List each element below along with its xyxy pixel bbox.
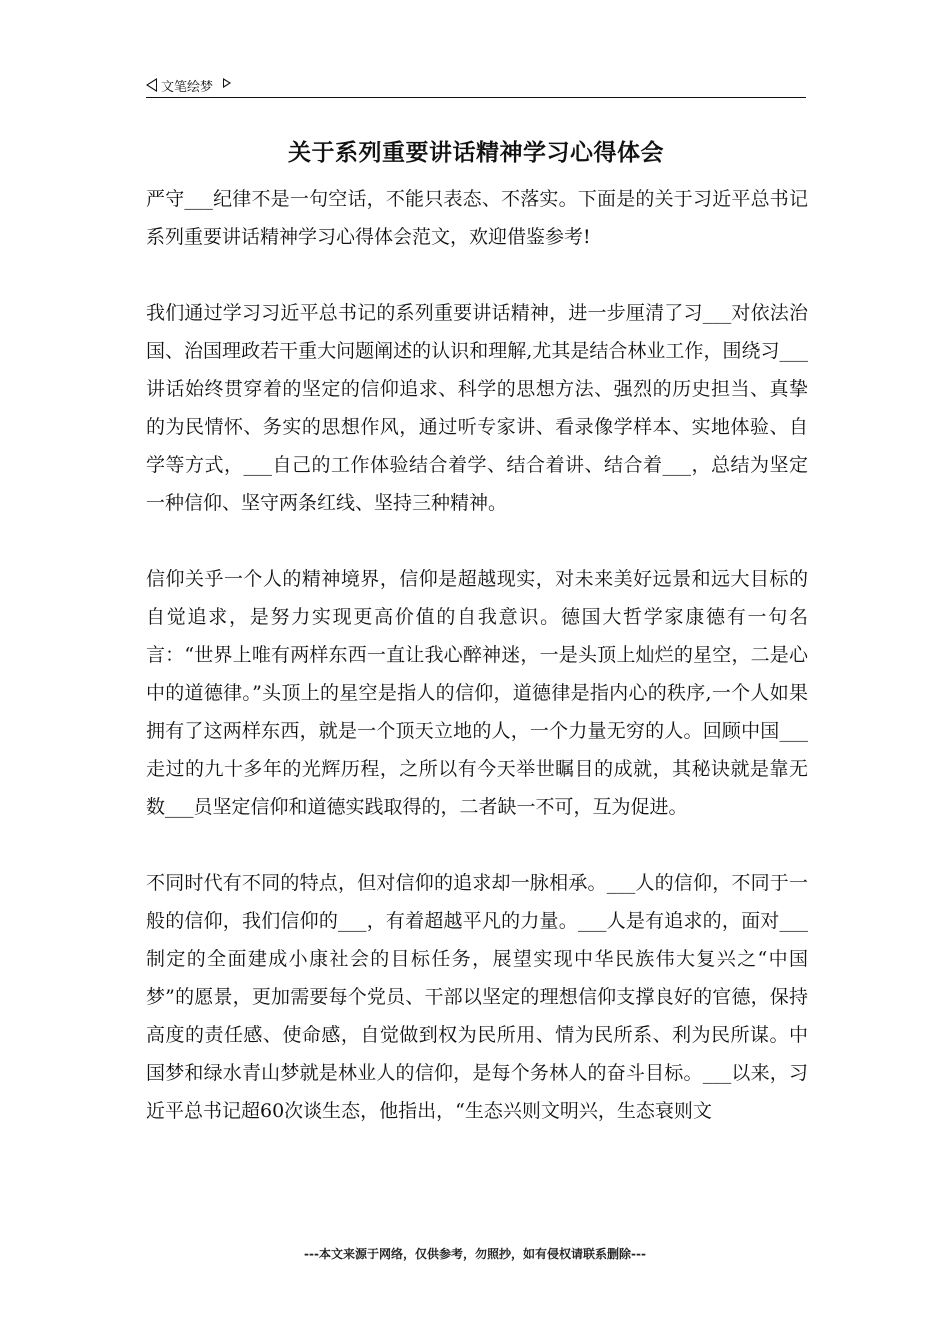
header-divider: [146, 97, 806, 98]
document-body: [146, 180, 808, 1168]
triangle-left-icon: [146, 78, 157, 92]
page-footer: ---本文来源于网络，仅供参考，勿照抄，如有侵权请联系删除---: [304, 1247, 646, 1261]
paragraph-era: 不同时代有不同的特点，但对信仰的追求却一脉相承。___人的信仰，不同于一般的信仰，我们信仰的___，有着超越平凡的力量。___人是有追求的，面对___制定的全面建成小康社会的目标任务，展望实现中华民族伟大复兴之“中国梦”的愿景，更加需要每个党员、干部以坚定的理想信仰支撑良好的官德，保持高度的责任感、使命感，自觉做到权为民所用、情为民所系、利为民所谋。中国梦和绿水青山梦就是林业人的信仰，是每个务林人的奋斗目标。___以来，习近平总书记超60次谈生态，他指出，“生态兴则文明兴，生态衰则文: [146, 872, 808, 1122]
paragraph-study: 我们通过学习习近平总书记的系列重要讲话精神，进一步厘清了习___对依法治国、治国理政若干重大问题阐述的认识和理解,尤其是结合林业工作，围绕习___讲话始终贯穿着的坚定的信仰追求、科学的思想方法、强烈的历史担当、真挚的为民情怀、务实的思想作风，通过听专家讲、看录像学样本、实地体验、自学等方式，___自己的工作体验结合着学、结合着讲、结合着___，总结为坚定一种信仰、坚守两条红线、坚持三种精神。: [146, 302, 808, 514]
paragraph-belief: 信仰关乎一个人的精神境界，信仰是超越现实，对未来美好远景和远大目标的自觉追求，是努力实现更高价值的自我意识。德国大哲学家康德有一句名言：“世界上唯有两样东西一直让我心醉神迷，一是头顶上灿烂的星空，二是心中的道德律。”头顶上的星空是指人的信仰，道德律是指内心的秩序,一个人如果拥有了这两样东西，就是一个顶天立地的人，一个力量无穷的人。回顾中国___走过的九十多年的光辉历程，之所以有今天举世瞩目的成就，其秘诀就是靠无数___员坚定信仰和道德实践取得的，二者缺一不可，互为促进。: [146, 568, 808, 818]
document-title: 关于系列重要讲话精神学习心得体会: [288, 140, 664, 166]
page-header: [146, 74, 806, 96]
paragraph-intro: 严守___纪律不是一句空话，不能只表态、不落实。下面是的关于习近平总书记系列重要讲话精神学习心得体会范文，欢迎借鉴参考!: [146, 188, 808, 248]
header-label: 文笔绘梦: [161, 79, 214, 95]
triangle-right-icon: [223, 78, 231, 88]
